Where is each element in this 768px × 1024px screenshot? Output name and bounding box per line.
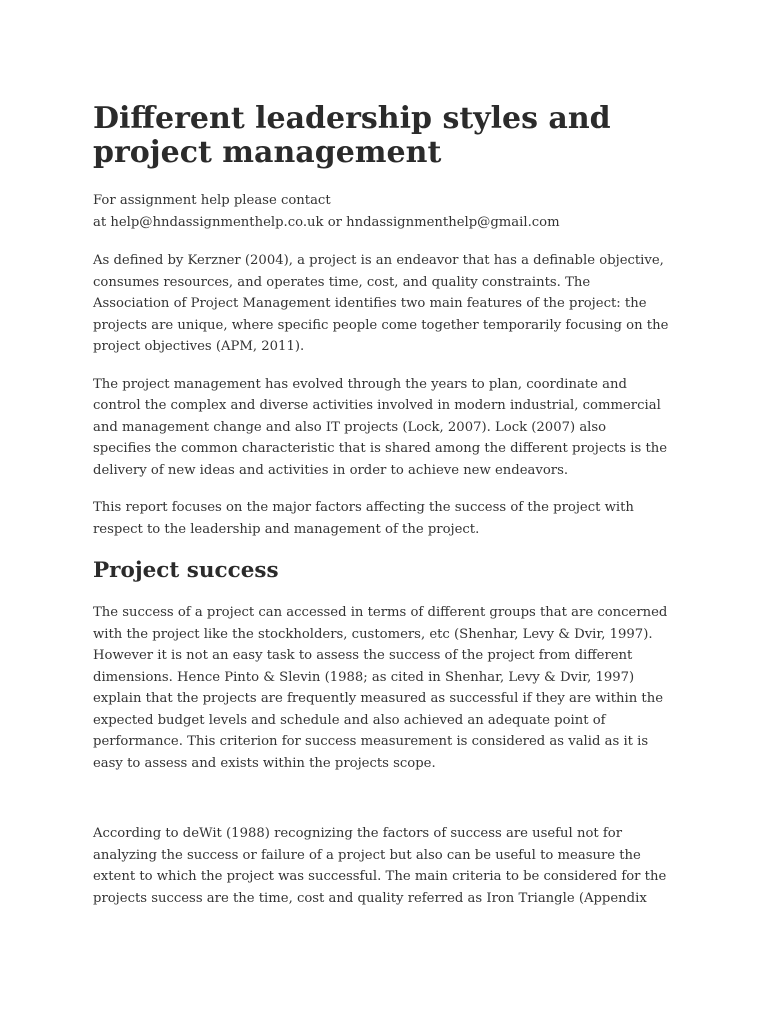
paragraph-3-line: This report focuses on the major factors affecting the success of the project with (93, 500, 634, 515)
paragraph-5-line: According to deWit (1988) recognizing the factors of success are useful not for (93, 826, 623, 841)
paragraph-4-line: with the project like the stockholders, customers, etc (Shenhar, Levy & Dvir, 1997). (93, 626, 653, 642)
paragraph-4-line: easy to assess and exists within the projects scope. (93, 755, 436, 771)
paragraph-1-line: project objectives (APM, 2011). (93, 339, 305, 354)
paragraph-5-line: extent to which the project was successful. The main criteria to be considered for the (93, 869, 667, 884)
paragraph-2-line: specifies the common characteristic that is shared among the different projects is the (93, 441, 668, 456)
document-page (93, 102, 678, 925)
contact-line-2: at help@hndassignmenthelp.co.uk or hndassignmenthelp@gmail.com (93, 214, 560, 230)
contact-line-1: For assignment help please contact (93, 193, 331, 208)
paragraph-3 (93, 497, 678, 540)
paragraph-2-line: control the complex and diverse activities involved in modern industrial, commercial (93, 398, 661, 413)
paragraph-1 (93, 250, 678, 358)
paragraph-3-line: respect to the leadership and management of the project. (93, 521, 480, 537)
paragraph-4-line: The success of a project can accessed in terms of different groups that are concerned (93, 605, 668, 620)
paragraph-5-line: projects success are the time, cost and quality referred as Iron Triangle (Appendix (93, 890, 647, 906)
paragraph-4-line: dimensions. Hence Pinto & Slevin (1988; as cited in Shenhar, Levy & Dvir, 1997) (93, 669, 635, 685)
paragraph-1-line: consumes resources, and operates time, cost, and quality constraints. The (93, 274, 591, 290)
paragraph-2 (93, 374, 678, 482)
paragraph-1-line: projects are unique, where specific people come together temporarily focusing on the (93, 317, 669, 333)
section-heading-project-success: Project success (93, 558, 279, 583)
paragraph-4-line: However it is not an easy task to assess the success of the project from different (93, 648, 633, 663)
document-title (93, 102, 678, 170)
blank-spacer (93, 790, 678, 823)
paragraph-1-line: Association of Project Management identifies two main features of the project: the (93, 296, 647, 311)
paragraph-1-line: As defined by Kerzner (2004), a project is an endeavor that has a definable objective, (93, 253, 664, 268)
paragraph-4-line: expected budget levels and schedule and also achieved an adequate point of (93, 712, 606, 728)
paragraph-4-line: performance. This criterion for success measurement is considered as valid as it is (93, 734, 649, 749)
paragraph-2-line: The project management has evolved through the years to plan, coordinate and (93, 376, 627, 392)
paragraph-4 (93, 602, 678, 774)
contact-paragraph (93, 190, 678, 233)
paragraph-2-line: and management change and also IT projects (Lock, 2007). Lock (2007) also (93, 419, 607, 435)
title-line-1: Different leadership styles and (93, 101, 611, 136)
paragraph-4-line: explain that the projects are frequently measured as successful if they are within the (93, 691, 664, 706)
paragraph-5-line: analyzing the success or failure of a project but also can be useful to measure the (93, 847, 641, 863)
paragraph-2-line: delivery of new ideas and activities in order to achieve new endeavors. (93, 462, 569, 478)
title-line-2: project management (93, 135, 442, 170)
paragraph-5 (93, 823, 678, 909)
